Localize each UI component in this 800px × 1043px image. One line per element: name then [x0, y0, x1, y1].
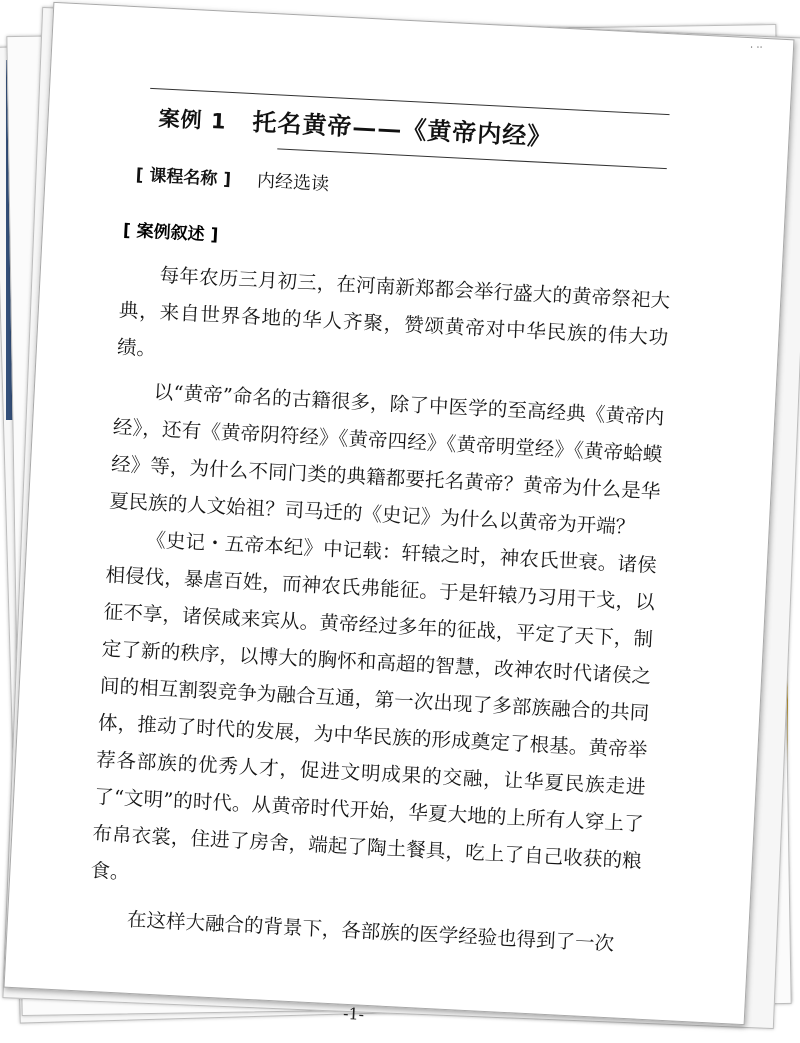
document-page [4, 2, 795, 1025]
course-name: 内经选读 [256, 170, 330, 196]
paragraph: 以“黄帝”命名的古籍很多，除了中医学的至高经典《黄帝内经》，还有《黄帝阴符经》《黄帝四经》《黄帝明堂经》《黄帝蛤蟆经》等，为什么不同门类的典籍都要托名黄帝？黄帝为什么是华夏民族的人文始祖？司马迁的《史记》为什么以黄帝为开端？ [108, 380, 665, 539]
corner-mark: · ·· [750, 42, 764, 54]
page-content [77, 86, 679, 1024]
paragraph: 每年农历三月初三，在河南新郑都会举行盛大的黄帝祭祀大典，来自世界各地的华人齐聚，赞颂黄帝对中华民族的伟大功绩。 [116, 263, 671, 361]
narrative-label: [ 案例叙述 ] [122, 220, 219, 246]
case-number: 案例 1 [158, 106, 228, 134]
case-title: 托名黄帝——《黄帝内经》 [251, 107, 553, 152]
course-label: [ 课程名称 ] [135, 165, 232, 191]
course-line [135, 160, 676, 213]
paragraph: 《史记・五帝本纪》中记载：轩辕之时，神农氏世衰。诸侯相侵伐，暴虐百姓，而神农氏弗能征。于是轩辕乃习用干戈，以征不享，诸侯咸来宾从。黄帝经过多年的征战，平定了天下，制定了新的秩序，以博大的胸怀和高超的智慧，改神农时代诸侯之间的相互割裂竞争为融合互通，第一次出现了多部族融合的共同体，推动了时代的发展，为中华民族的形成奠定了根基。黄帝举荐各部族的优秀人才，促进文明成果的交融，让华夏民族走进了“文明”的时代。从黄帝时代开始，华夏大地的上所有人穿上了布帛衣裳，住进了房舍，端起了陶土餐具，吃上了自己收获的粮食。 [89, 528, 658, 884]
narrative-section [87, 216, 673, 964]
case-header [147, 88, 669, 169]
paragraph: 在这样大融合的背景下，各部族的医学经验也得到了一次 [126, 907, 615, 956]
page-number: -1- [342, 1003, 365, 1024]
